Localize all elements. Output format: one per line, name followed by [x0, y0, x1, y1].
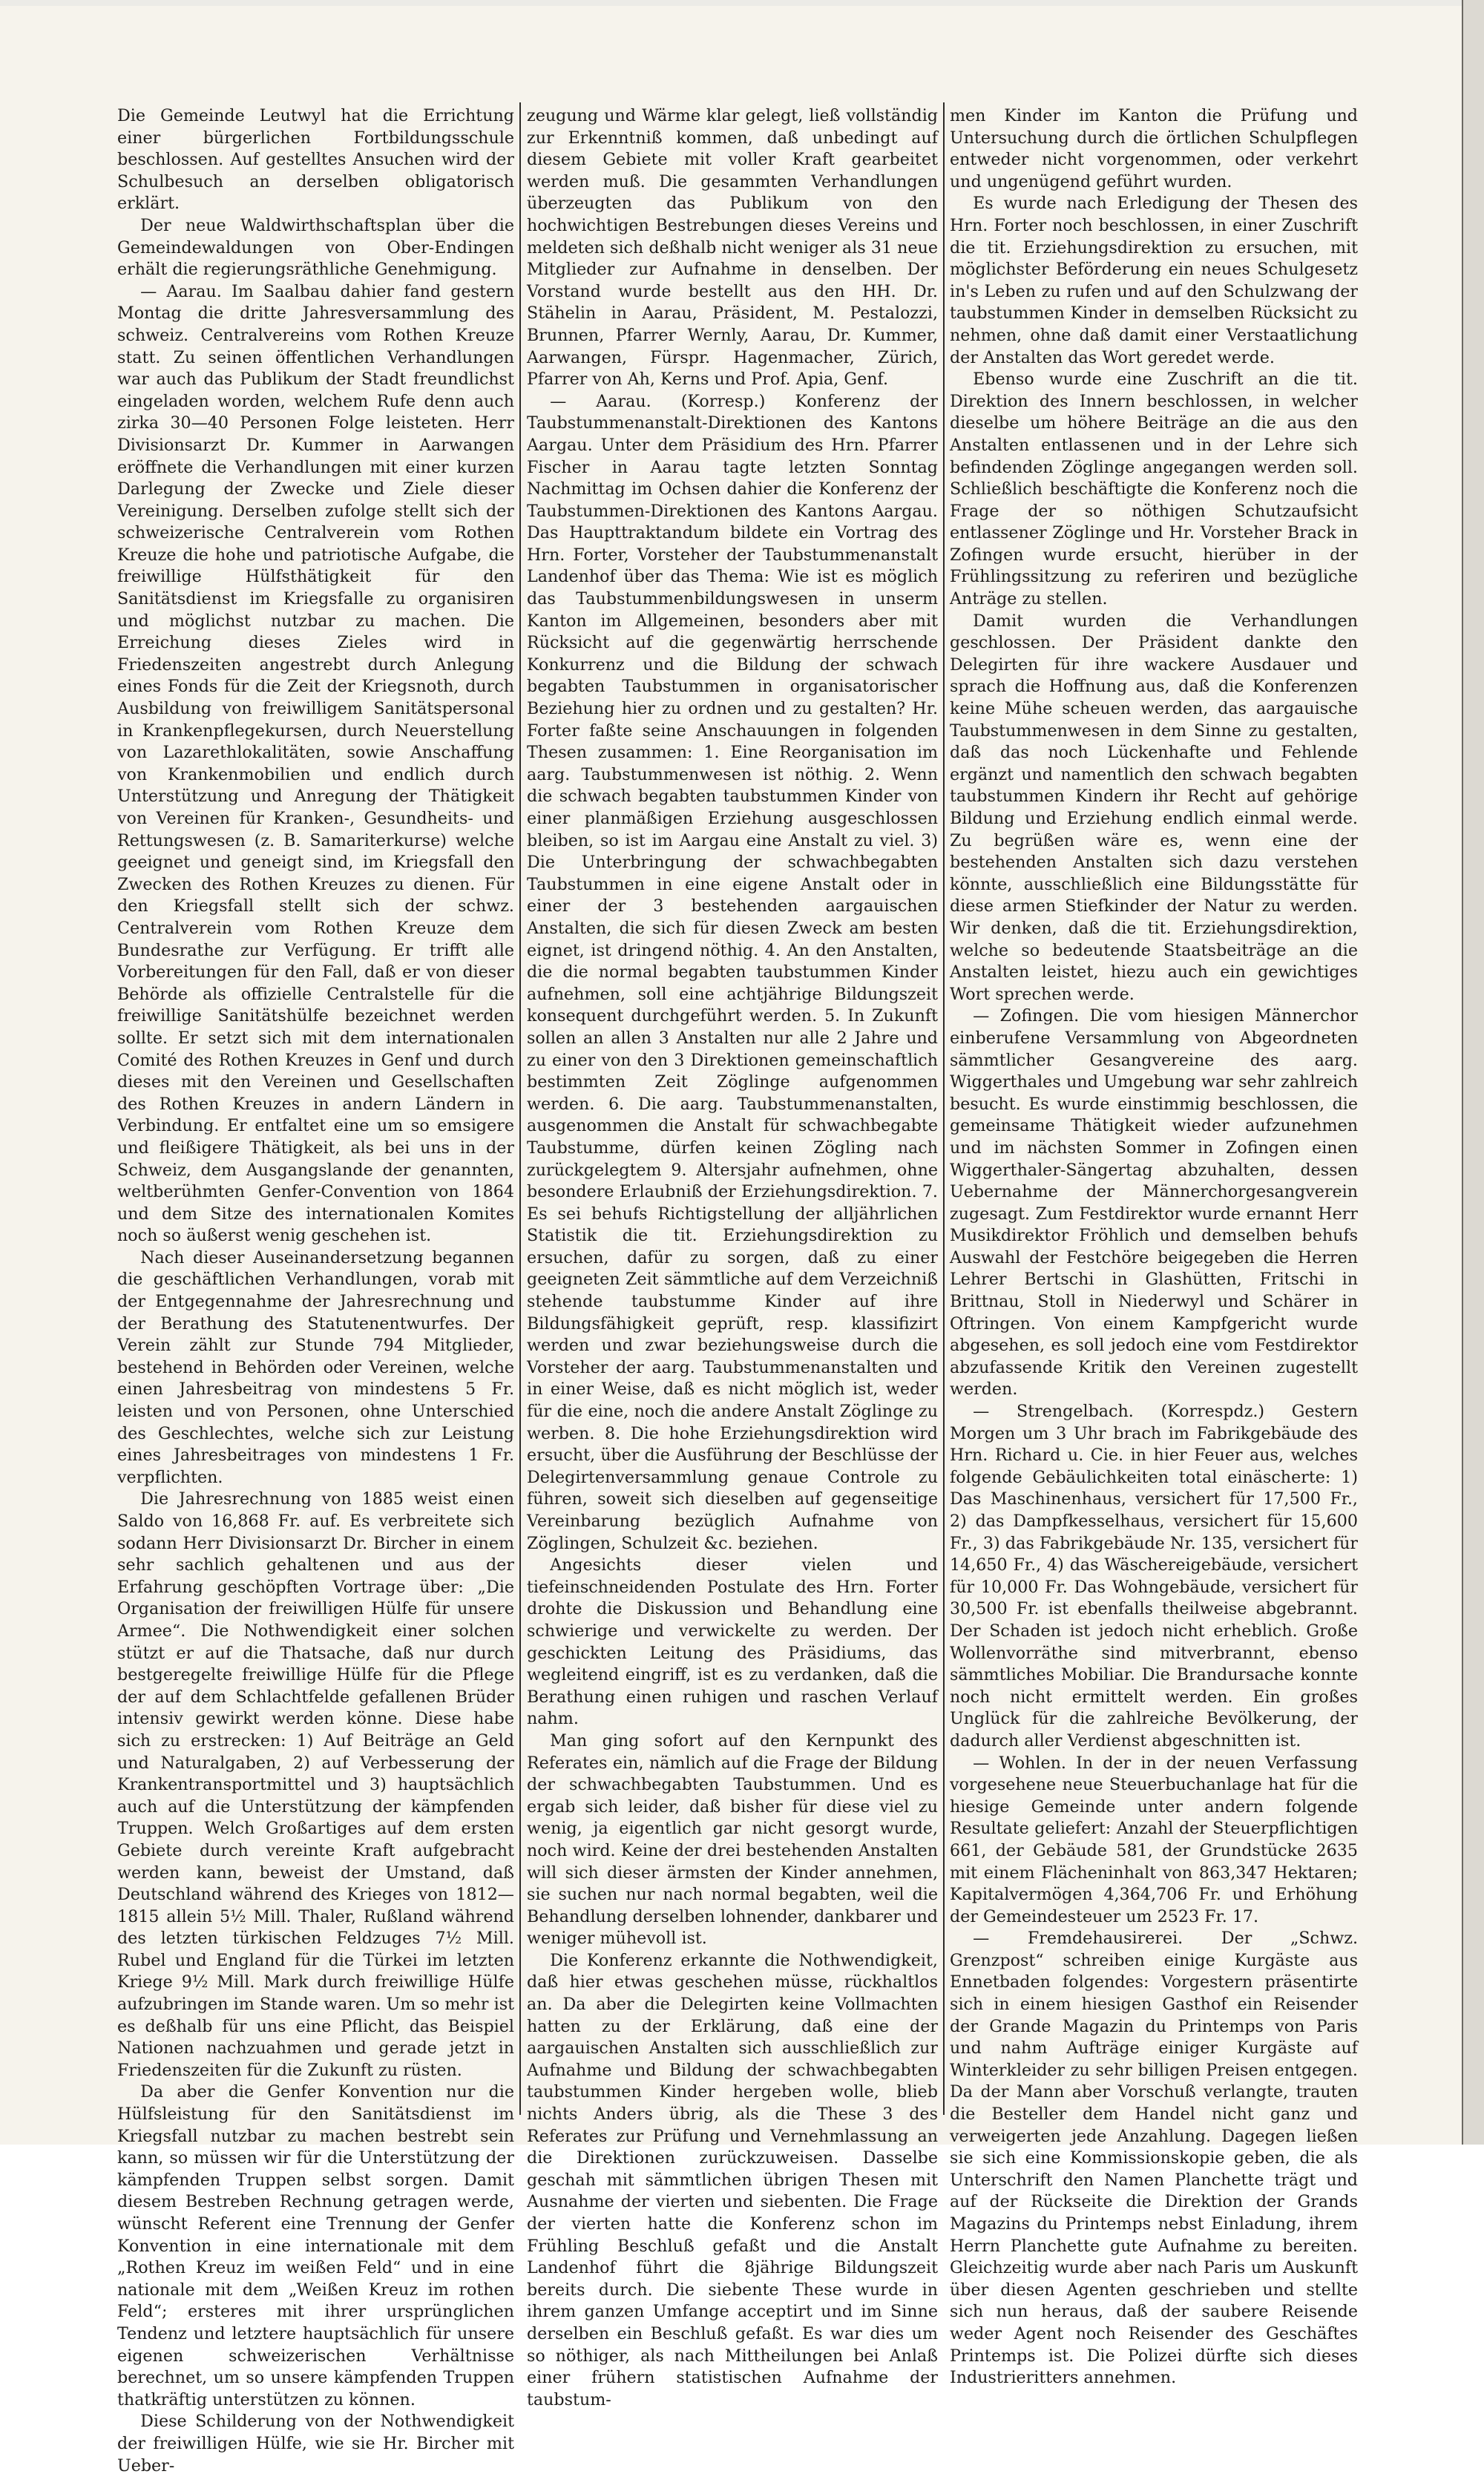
paragraph: — Wohlen. In der in der neuen Verfassung vorgesehene neue Steuerbuchanlage hat für die hiesige Gemeinde unter andern folgende Resultate geliefert: Anzahl der Steuerpflichtigen 661, der Gebäude 581, der Grundstücke 2635 mit einem Flächeninhalt von 863,347 Hektaren; Kapitalvermögen 4,364,706 Fr. und Erhöhung der Gemeindesteuer um 2523 Fr. 17. [950, 1753, 1358, 1926]
paragraph: Die Konferenz erkannte die Nothwendigkeit, daß hier etwas geschehen müsse, rückhaltlos an. Da aber die Delegirten keine Vollmachten hatten zu der Erklärung, daß eine der aargauischen Anstalten sich ausschließlich zur Aufnahme und Bildung der schwachbegabten taubstummen Kinder hergeben wolle, blieb nichts Anders übrig, als die These 3 des Referates zur Prüfung und Vernehmlassung an die Direktionen zurückzuweisen. Dasselbe geschah mit sämmtlichen übrigen Thesen mit Ausnahme der vierten und siebenten. Die Frage der vierten hatte die Konferenz schon im Frühling Beschluß gefaßt und die Anstalt Landenhof führt die 8jährige Bildungszeit bereits durch. Die siebente These wurde in ihrem ganzen Umfange acceptirt und im Sinne derselben ein Beschluß gefaßt. Es war dies um so nöthiger, als nach Mittheilungen bei Anlaß einer frühern statistischen Aufnahme der taubstum- [527, 1950, 938, 2409]
column-rule [519, 102, 521, 2115]
paragraph: Nach dieser Auseinandersetzung begannen die geschäftlichen Verhandlungen, vorab mit der Entgegennahme der Jahresrechnung und der Berathung des Statutenentwurfes. Der Verein zählt zur Stunde 794 Mitglieder, bestehend in Behörden oder Vereinen, welche einen Jahresbeitrag von mindestens 5 Fr. leisten und von Personen, ohne Unterschied des Geschlechtes, welche sich zur Leistung eines Jahresbeitrages von mindestens 1 Fr. verpflichten. [117, 1247, 514, 1487]
paragraph: Damit wurden die Verhandlungen geschlossen. Der Präsident dankte den Delegirten für ihre wackere Ausdauer und sprach die Hoffnung aus, daß die Konferenzen keine Mühe scheuen werden, das aargauische Taubstummenwesen in dem Sinne zu gestalten, daß das noch Lückenhafte und Fehlende ergänzt und namentlich den schwach begabten taubstummen Kindern ihr Recht auf gehörige Bildung und Erziehung endlich einmal werde. Zu begrüßen wäre es, wenn eine der bestehenden Anstalten sich dazu verstehen könnte, ausschließlich eine Bildungsstätte für diese armen Stiefkinder der Natur zu werden. Wir denken, daß die tit. Erziehungsdirektion, welche so bedeutende Staatsbeiträge an die Anstalten leistet, hiezu auch ein gewichtiges Wort sprechen werde. [950, 611, 1358, 1004]
paragraph: — Fremdehausirerei. Der „Schwz. Grenzpost“ schreiben einige Kurgäste aus Ennetbaden folgendes: Vorgestern präsentirte sich in einem hiesigen Gasthof ein Reisender der Grande Magazin du Printemps von Paris und nahm Aufträge einiger Kurgäste auf Winterkleider zu sehr billigen Preisen entgegen. Da der Mann aber Vorschuß verlangte, trauten die Besteller dem Handel nicht ganz und verweigerten jede Anzahlung. Dagegen ließen sie sich eine Kommissionskopie geben, die als Unterschrift den Namen Planchette trägt und auf der Rückseite die Direktion der Grands Magazins du Printemps nebst Einladung, ihrem Herrn Planchette gute Aufnahme zu bereiten. Gleichzeitig wurde aber nach Paris um Auskunft über diesen Agenten geschrieben und stellte sich nun heraus, daß der saubere Reisende weder Agent noch Reisender des Geschäftes Printemps ist. Die Polizei dürfte sich dieses Industrieritters annehmen. [950, 1929, 1358, 2388]
adjacent-page-edge [1462, 0, 1484, 2145]
paragraph: — Zofingen. Die vom hiesigen Männerchor einberufene Versammlung von Abgeordneten sämmtlicher Gesangvereine des aarg. Wiggerthales und Umgebung war sehr zahlreich besucht. Es wurde einstimmig beschlossen, die gemeinsame Thätigkeit wieder aufzunehmen und im nächsten Sommer in Zofingen einen Wiggerthaler-Sängertag abzuhalten, dessen Uebernahme der Männerchorgesangverein zugesagt. Zum Festdirektor wurde ernannt Herr Musikdirektor Fröhlich und demselben behufs Auswahl der Festchöre beigegeben die Herren Lehrer Bertschi in Glashütten, Fritschi in Brittnau, Stoll in Niederwyl und Schärer in Oftringen. Von einem Kampfgericht wurde abgesehen, es soll jedoch eine vom Festdirektor abzufassende Kritik den Vereinen zugestellt werden. [950, 1006, 1358, 1400]
column-rule [943, 102, 945, 2115]
paragraph: Da aber die Genfer Konvention nur die Hülfsleistung für den Sanitätsdienst im Kriegsfall nutzbar zu machen bestrebt sein kann, so müssen wir für die Unterstützung der kämpfenden Truppen selbst sorgen. Damit diesem Bestreben Rechnung getragen werde, wünscht Referent eine Trennung der Genfer Konvention in eine internationale mit dem „Rothen Kreuz im weißen Feld“ und in eine nationale mit dem „Weißen Kreuz im rothen Feld“; ersteres mit ihrer ursprünglichen Tendenz und letztere hauptsächlich für unsere eigenen schweizerischen Verhältnisse berechnet, um so unsere kämpfenden Truppen thatkräftig unterstützen zu können. [117, 2082, 514, 2409]
paragraph: — Strengelbach. (Korrespdz.) Gestern Morgen um 3 Uhr brach im Fabrikgebäude des Hrn. Richard u. Cie. in hier Feuer aus, welches folgende Gebäulichkeiten total einäscherte: 1) Das Maschinenhaus, versichert für 17,500 Fr., 2) das Dampfkesselhaus, versichert für 15,600 Fr., 3) das Fabrikgebäude Nr. 135, versichert für 14,650 Fr., 4) das Wäschereigebäude, versichert für 10,000 Fr. Das Wohngebäude, versichert für 30,500 Fr. ist ebenfalls theilweise abgebrannt. Der Schaden ist jedoch nicht erheblich. Große Wollenvorräthe sind mitverbrannt, ebenso sämmtliches Mobiliar. Die Brandursache konnte noch nicht ermittelt werden. Ein großes Unglück für die zahlreiche Bevölkerung, der dadurch aller Verdienst abgeschnitten ist. [950, 1402, 1358, 1751]
paragraph: zeugung und Wärme klar gelegt, ließ vollständig zur Erkenntniß kommen, daß unbedingt auf diesem Gebiete mit voller Kraft gearbeitet werden muß. Die gesammten Verhandlungen überzeugten das Publikum von den hochwichtigen Bestrebungen dieses Vereins und meldeten sich deßhalb nicht weniger als 31 neue Mitglieder zur Aufnahme in denselben. Der Vorstand wurde bestellt aus den HH. Dr. Stähelin in Aarau, Präsident, M. Pestalozzi, Brunnen, Pfarrer Wernly, Aarau, Dr. Kummer, Aarwangen, Fürspr. Hagenmacher, Zürich, Pfarrer von Ah, Kerns und Prof. Apia, Genf. [527, 106, 938, 390]
paragraph: — Aarau. (Korresp.) Konferenz der Taubstummenanstalt-Direktionen des Kantons Aargau. Unter dem Präsidium des Hrn. Pfarrer Fischer in Aarau tagte letzten Sonntag Nachmittag im Ochsen dahier die Konferenz der Taubstummen-Direktionen des Kantons Aargau. Das Haupttraktandum bildete ein Vortrag des Hrn. Forter, Vorsteher der Taubstummenanstalt Landenhof über das Thema: Wie ist es möglich das Taubstummenbildungswesen in unserm Kanton im Allgemeinen, besonders aber mit Rücksicht auf die gegenwärtig herrschende Konkurrenz und die Bildung der schwach begabten Taubstummen in organisatorischer Beziehung hier zu ordnen und zu gestalten? Hr. Forter faßte seine Anschauungen in folgenden Thesen zusammen: 1. Eine Reorganisation im aarg. Taubstummenwesen ist nöthig. 2. Wenn die schwach begabten taubstummen Kinder von einer planmäßigen Erziehung ausgeschlossen bleiben, so ist im Aargau eine Anstalt zu viel. 3) Die Unterbringung der schwachbegabten Taubstummen in eine eigene Anstalt oder in einer der 3 bestehenden aargauischen Anstalten, die sich für diesen Zweck am besten eignet, ist dringend nöthig. 4. An den Anstalten, die die normal begabten taubstummen Kinder aufnehmen, soll eine achtjährige Bildungszeit konsequent durchgeführt werden. 5. In Zukunft sollen an allen 3 Anstalten nur alle 2 Jahre und zu einer von den 3 Direktionen gemeinschaftlich bestimmten Zeit Zöglinge aufgenommen werden. 6. Die aarg. Taubstummenanstalten, ausgenommen die Anstalt für schwachbegabte Taubstumme, dürfen keinen Zögling nach zurückgelegtem 9. Altersjahr aufnehmen, ohne besondere Erlaubniß der Erziehungsdirektion. 7. Es sei behufs Richtigstellung der alljährlichen Statistik die tit. Erziehungsdirektion zu ersuchen, dafür zu sorgen, daß zu einer geeigneten Zeit sämmtliche auf dem Verzeichniß stehende taubstumme Kinder auf ihre Bildungsfähigkeit geprüft, resp. klassifizirt werden und zwar beziehungsweise durch die Vorsteher der aarg. Taubstummenanstalten und in einer Weise, daß es nicht möglich ist, weder für die eine, noch die andere Anstalt Zöglinge zu werben. 8. Die hohe Erziehungsdirektion wird ersucht, über die Ausführung der Beschlüsse der Delegirtenversammlung genaue Controle zu führen, soweit sich dieselben auf gegenseitige Vereinbarung bezüglich Aufnahme von Zöglingen, Schulzeit &c. beziehen. [527, 391, 938, 1553]
paragraph: Angesichts dieser vielen und tiefeinschneidenden Postulate des Hrn. Forter drohte die Diskussion und Behandlung eine schwierige und verwickelte zu werden. Der geschickten Leitung des Präsidiums, das wegleitend eingriff, ist es zu verdanken, daß die Berathung einen ruhigen und raschen Verlauf nahm. [527, 1555, 938, 1729]
column-2 [527, 105, 938, 2409]
scan-top-edge [0, 0, 1484, 6]
paragraph: Die Jahresrechnung von 1885 weist einen Saldo von 16,868 Fr. auf. Es verbreitete sich sodann Herr Divisionsarzt Dr. Bircher in einem sehr sachlich gehaltenen und aus der Erfahrung geschöpften Vortrage über: „Die Organisation der freiwilligen Hülfe für unsere Armee“. Die Nothwendigkeit einer solchen stützt er auf die Thatsache, daß nur durch bestgeregelte freiwillige Hülfe für die Pflege der auf dem Schlachtfelde gefallenen Brüder intensiv gewirkt werden könne. Diese habe sich zu erstrecken: 1) Auf Beiträge an Geld und Naturalgaben, 2) auf Verbesserung der Krankentransportmittel und 3) hauptsächlich auch auf die Unterstützung der kämpfenden Truppen. Welch Großartiges auf dem ersten Gebiete durch vereinte Kraft aufgebracht werden kann, beweist der Umstand, daß Deutschland während des Krieges von 1812—1815 allein 5½ Mill. Thaler, Rußland während des letzten türkischen Feldzuges 7½ Mill. Rubel und England für die Türkei im letzten Kriege 9½ Mill. Mark durch freiwillige Hülfe aufzubringen im Stande waren. Um so mehr ist es deßhalb für uns eine Pflicht, das Beispiel Nationen nachzuahmen und gerade jetzt in Friedenszeiten für die Zukunft zu rüsten. [117, 1489, 514, 2080]
paragraph: Ebenso wurde eine Zuschrift an die tit. Direktion des Innern beschlossen, in welcher dieselbe um höhere Beiträge an die aus den Anstalten entlassenen und in der Lehre sich befindenden Zöglinge angegangen werden soll. Schließlich beschäftigte die Konferenz noch die Frage der so nöthigen Schutzaufsicht entlassener Zöglinge und Hr. Vorsteher Brack in Zofingen wurde ersucht, hierüber in der Frühlingssitzung zu referiren und bezügliche Anträge zu stellen. [950, 370, 1358, 609]
column-1 [117, 105, 514, 2476]
paragraph: men Kinder im Kanton die Prüfung und Untersuchung durch die örtlichen Schulpflegen entweder nicht vorgenommen, oder verkehrt und ungenügend geführt wurden. [950, 106, 1358, 191]
paragraph: Der neue Waldwirthschaftsplan über die Gemeindewaldungen von Ober-Endingen erhält die regierungsräthliche Genehmigung. [117, 215, 514, 280]
column-3 [950, 105, 1358, 2388]
paragraph: — Aarau. Im Saalbau dahier fand gestern Montag die dritte Jahresversammlung des schweiz. Centralvereins vom Rothen Kreuze statt. Zu seinen öffentlichen Verhandlungen war auch das Publikum der Stadt freundlichst eingeladen worden, welchem Rufe denn auch zirka 30—40 Personen Folge leisteten. Herr Divisionsarzt Dr. Kummer in Aarwangen eröffnete die Verhandlungen mit einer kurzen Darlegung der Zwecke und Ziele dieser Vereinigung. Derselben zufolge stellt sich der schweizerische Centralverein vom Rothen Kreuze die hohe und patriotische Aufgabe, die freiwillige Hülfsthätigkeit für den Sanitätsdienst im Kriegsfalle zu organisiren und möglichst nutzbar zu machen. Die Erreichung dieses Zieles wird in Friedenszeiten angestrebt durch Anlegung eines Fonds für die Zeit der Kriegsnoth, durch Ausbildung von freiwilligem Sanitätspersonal in Krankenpflegekursen, durch Neuerstellung von Lazarethlokalitäten, sowie Anschaffung von Krankenmobilien und endlich durch Unterstützung und Anregung der Thätigkeit von Vereinen für Kranken-, Gesundheits- und Rettungswesen (z. B. Samariterkurse) welche geeignet und geneigt sind, im Kriegsfall den Zwecken des Rothen Kreuzes zu dienen. Für den Kriegsfall stellt sich der schwz. Centralverein vom Rothen Kreuze dem Bundesrathe zur Verfügung. Er trifft alle Vorbereitungen für den Fall, daß er von dieser Behörde als offizielle Centralstelle für die freiwillige Sanitätshülfe bezeichnet werden sollte. Er setzt sich mit dem internationalen Comité des Rothen Kreuzes in Genf und durch dieses mit den Vereinen und Gesellschaften des Rothen Kreuzes in andern Ländern in Verbindung. Er entfaltet eine um so emsigere und fleißigere Thätigkeit, als bei uns in der Schweiz, dem Ausgangslande der genannten, weltberühmten Genfer-Convention von 1864 und dem Sitze des internationalen Komites noch so äußerst wenig geschehen ist. [117, 281, 514, 1246]
paragraph: Die Gemeinde Leutwyl hat die Errichtung einer bürgerlichen Fortbildungsschule beschlossen. Auf gestelltes Ansuchen wird der Schulbesuch an derselben obligatorisch erklärt. [117, 106, 514, 214]
paragraph: Man ging sofort auf den Kernpunkt des Referates ein, nämlich auf die Frage der Bildung der schwachbegabten Taubstummen. Und es ergab sich leider, daß bisher für diese viel zu wenig, ja eigentlich gar nicht gesorgt wurde, noch wird. Keine der drei bestehenden Anstalten will sich dieser ärmsten der Kinder annehmen, sie suchen nur nach normal begabten, weil die Behandlung derselben lohnender, dankbarer und weniger mühevoll ist. [527, 1730, 938, 1949]
paragraph: Es wurde nach Erledigung der Thesen des Hrn. Forter noch beschlossen, in einer Zuschrift die tit. Erziehungsdirektion zu ersuchen, mit möglichster Beförderung ein neues Schulgesetz in's Leben zu rufen und auf den Schulzwang der taubstummen Kinder in demselben Rücksicht zu nehmen, ohne daß damit einer Verstaatlichung der Anstalten das Wort geredet werde. [950, 194, 1358, 367]
paragraph: Diese Schilderung von der Nothwendigkeit der freiwilligen Hülfe, wie sie Hr. Bircher mit Ueber- [117, 2412, 514, 2476]
